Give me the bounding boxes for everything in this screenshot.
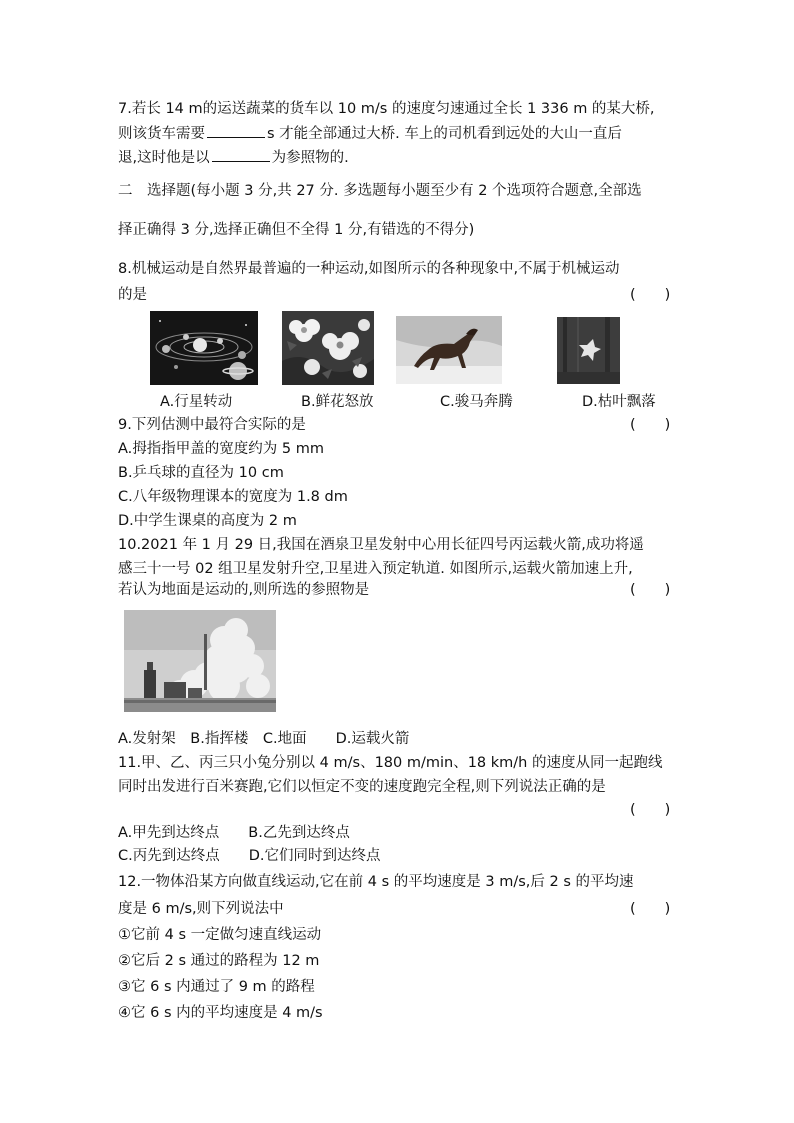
q7-line-3 xyxy=(118,147,349,168)
q9-stem: 9.下列估测中最符合实际的是 xyxy=(118,417,306,433)
q9-option-a: A.拇指指甲盖的宽度约为 5 mm xyxy=(118,441,324,457)
q8-answer-paren[interactable]: ( ) xyxy=(630,287,671,303)
q9-option-d: D.中学生课桌的高度为 2 m xyxy=(118,513,297,529)
q11-options-row-2: C.丙先到达终点 D.它们同时到达终点 xyxy=(118,848,381,864)
q8-caption-a: A.行星转动 xyxy=(160,394,233,410)
q9-answer-paren[interactable]: ( ) xyxy=(630,417,671,433)
q9-option-c: C.八年级物理课本的宽度为 1.8 dm xyxy=(118,489,348,505)
q7-line-2-b: s 才能全部通过大桥. 车上的司机看到远处的大山一直后 xyxy=(267,126,622,142)
q8-line-1: 8.机械运动是自然界最普遍的一种运动,如图所示的各种现象中,不属于机械运动 xyxy=(118,261,620,277)
q10-line-1: 10.2021 年 1 月 29 日,我国在酒泉卫星发射中心用长征四号丙运载火箭,成功将遥 xyxy=(118,537,644,553)
q7-line-2 xyxy=(118,123,622,144)
q8-caption-c: C.骏马奔腾 xyxy=(440,394,513,410)
q12-answer-paren[interactable]: ( ) xyxy=(630,901,671,917)
planet-rotation-image xyxy=(150,311,258,385)
q10-answer-paren[interactable]: ( ) xyxy=(630,582,671,598)
q7-line-3-a: 退,这时他是以 xyxy=(118,150,210,166)
q8-caption-b: B.鲜花怒放 xyxy=(301,394,374,410)
blooming-flowers-image xyxy=(282,311,374,385)
q10-options: A.发射架 B.指挥楼 C.地面 D.运载火箭 xyxy=(118,731,410,747)
q8-line-2: 的是 xyxy=(118,287,147,303)
falling-leaf-image xyxy=(557,317,620,384)
rocket-launch-image xyxy=(124,610,276,712)
q10-line-2: 感三十一号 02 组卫星发射升空,卫星进入预定轨道. 如图所示,运载火箭加速上升, xyxy=(118,561,633,577)
q7-line-3-b: 为参照物的. xyxy=(271,150,349,166)
q12-item-4: ④它 6 s 内的平均速度是 4 m/s xyxy=(118,1005,323,1021)
q12-item-1: ①它前 4 s 一定做匀速直线运动 xyxy=(118,927,322,943)
q7-line-2-a: 则该货车需要 xyxy=(118,126,205,142)
q10-line-3: 若认为地面是运动的,则所选的参照物是 xyxy=(118,582,370,598)
galloping-horse-image xyxy=(396,316,502,384)
q11-line-1: 11.甲、乙、丙三只小兔分别以 4 m/s、180 m/min、18 km/h 的速度从同一起跑线 xyxy=(118,755,663,771)
q7-blank-2[interactable] xyxy=(212,147,270,162)
q7-line-1: 7.若长 14 m的运送蔬菜的货车以 10 m/s 的速度匀速通过全长 1 336 m 的某大桥, xyxy=(118,101,655,117)
q9-option-b: B.乒乓球的直径为 10 cm xyxy=(118,465,284,481)
q12-item-2: ②它后 2 s 通过的路程为 12 m xyxy=(118,953,320,969)
section2-line-2: 择正确得 3 分,选择正确但不全得 1 分,有错选的不得分) xyxy=(118,222,475,238)
q12-line-1: 12.一物体沿某方向做直线运动,它在前 4 s 的平均速度是 3 m/s,后 2 s 的平均速 xyxy=(118,874,634,890)
q12-line-2: 度是 6 m/s,则下列说法中 xyxy=(118,901,284,917)
q11-line-2: 同时出发进行百米赛跑,它们以恒定不变的速度跑完全程,则下列说法正确的是 xyxy=(118,779,606,795)
q11-options-row-1: A.甲先到达终点 B.乙先到达终点 xyxy=(118,825,350,841)
q11-answer-paren[interactable]: ( ) xyxy=(630,802,671,818)
q12-item-3: ③它 6 s 内通过了 9 m 的路程 xyxy=(118,979,315,995)
q7-blank-1[interactable] xyxy=(207,123,265,138)
section2-line-1: 二 选择题(每小题 3 分,共 27 分. 多选题每小题至少有 2 个选项符合题意,全部选 xyxy=(118,183,642,199)
q8-caption-d: D.枯叶飘落 xyxy=(582,394,656,410)
